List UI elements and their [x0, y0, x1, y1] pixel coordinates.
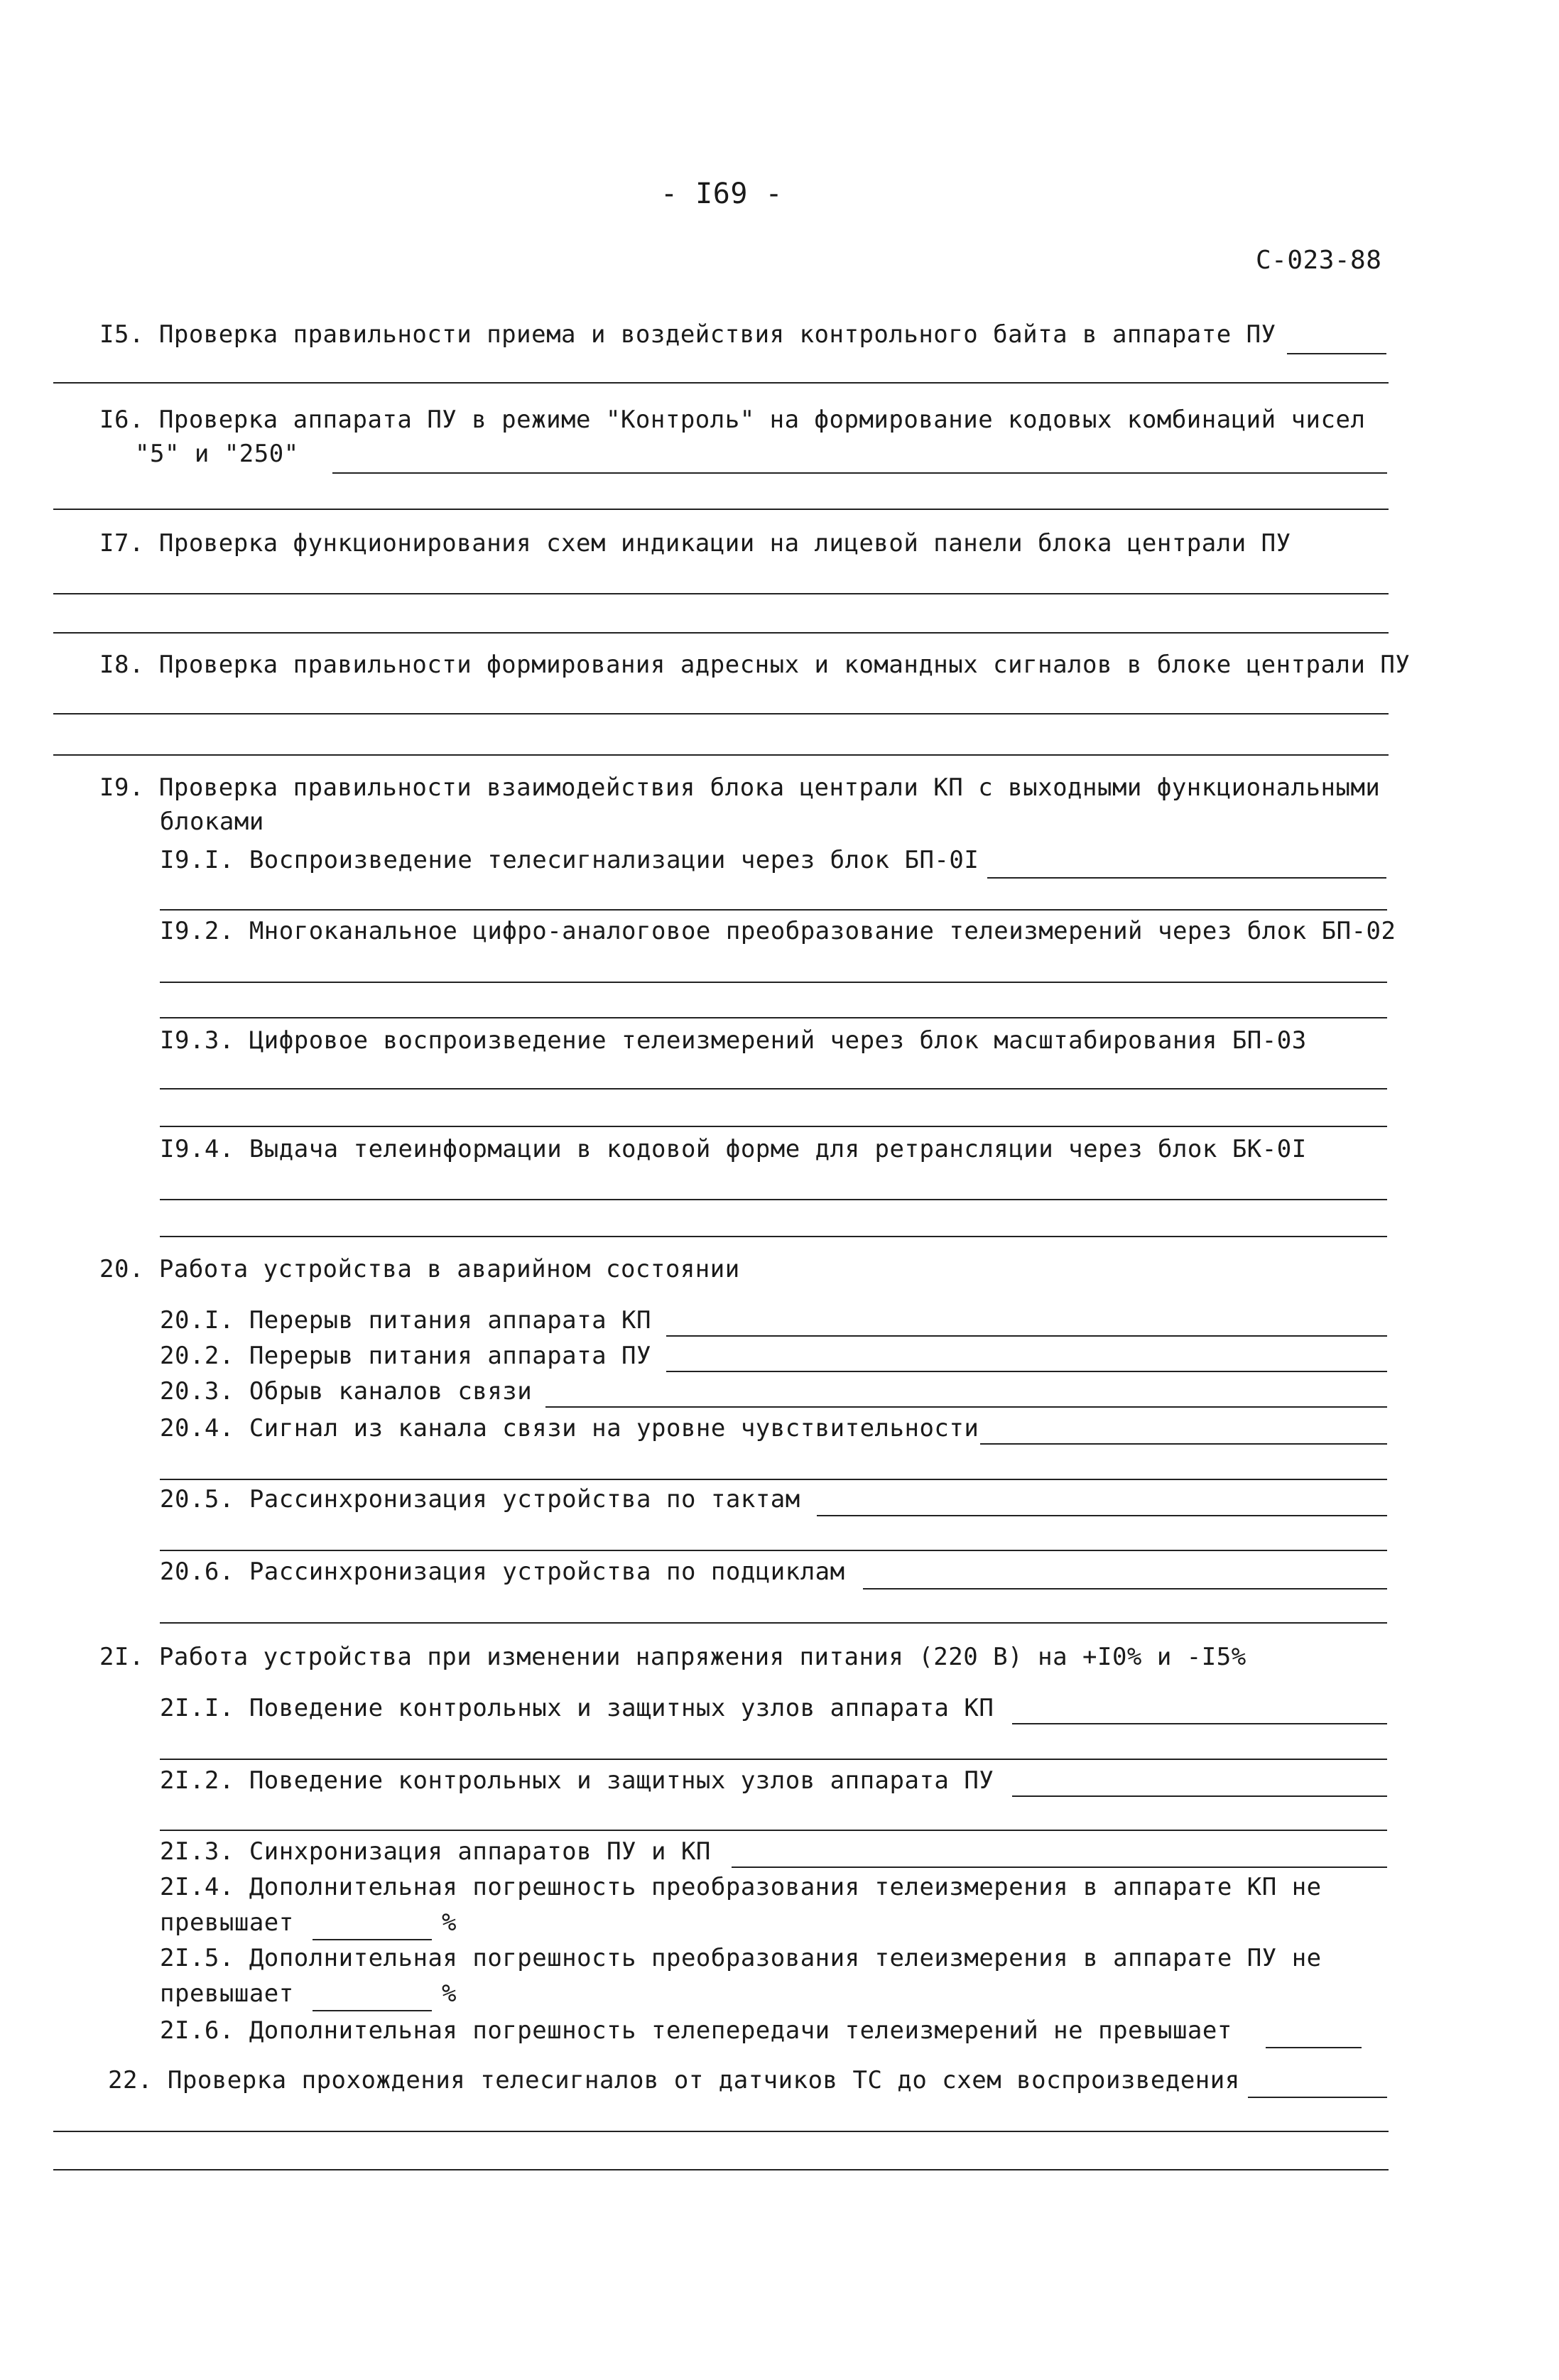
- item-20: 20. Работа устройства в аварийном состоянии: [99, 1255, 740, 1283]
- item-15: I5. Проверка правильности приема и воздействия контрольного байта в аппарате ПУ: [99, 320, 1276, 349]
- separator-line: [53, 754, 1389, 756]
- separator-line: [53, 509, 1389, 510]
- answer-blank: [1287, 353, 1386, 354]
- answer-blank: [666, 1335, 1387, 1337]
- item-20-3: 20.3. Обрыв каналов связи: [160, 1377, 533, 1406]
- item-22: 22. Проверка прохождения телесигналов от датчиков ТС до схем воспроизведения: [108, 2066, 1240, 2094]
- answer-blank: [987, 877, 1386, 879]
- item-19-continuation: блоками: [160, 808, 264, 836]
- item-19-2: I9.2. Многоканальное цифро-аналоговое преобразование телеизмерений через блок БП-02: [160, 917, 1396, 945]
- item-21-4: 2I.4. Дополнительная погрешность преобразования телеизмерения в аппарате КП не: [160, 1873, 1322, 1901]
- item-19-1: I9.I. Воспроизведение телесигнализации через блок БП-0I: [160, 846, 979, 874]
- item-21-2: 2I.2. Поведение контрольных и защитных узлов аппарата ПУ: [160, 1766, 994, 1795]
- answer-line: [160, 1126, 1387, 1127]
- item-19: I9. Проверка правильности взаимодействия блока централи КП с выходными функциональными: [99, 773, 1381, 802]
- document-code: С-023-88: [1256, 246, 1382, 275]
- answer-line: [53, 2169, 1389, 2170]
- separator-line: [53, 632, 1389, 634]
- answer-blank: [313, 1939, 432, 1940]
- answer-line: [53, 2131, 1389, 2132]
- item-20-1: 20.I. Перерыв питания аппарата КП: [160, 1306, 652, 1335]
- separator-line: [53, 382, 1389, 384]
- item-20-5: 20.5. Рассинхронизация устройства по тактам: [160, 1485, 800, 1514]
- item-21-1: 2I.I. Поведение контрольных и защитных узлов аппарата КП: [160, 1694, 994, 1722]
- item-21-6: 2I.6. Дополнительная погрешность телепередачи телеизмерений не превышает: [160, 2016, 1232, 2045]
- item-21-3: 2I.3. Синхронизация аппаратов ПУ и КП: [160, 1837, 711, 1866]
- answer-blank: [1012, 1723, 1387, 1724]
- item-21-5-continuation: превышает: [160, 1979, 294, 2008]
- item-20-2: 20.2. Перерыв питания аппарата ПУ: [160, 1342, 652, 1370]
- answer-blank: [666, 1371, 1387, 1372]
- answer-line: [160, 1622, 1387, 1624]
- answer-blank: [1012, 1795, 1387, 1797]
- item-19-3: I9.3. Цифровое воспроизведение телеизмерений через блок масштабирования БП-03: [160, 1026, 1307, 1055]
- answer-blank: [332, 472, 1387, 474]
- item-20-4: 20.4. Сигнал из канала связи на уровне чувствительности: [160, 1414, 979, 1442]
- answer-blank: [1248, 2097, 1387, 2098]
- answer-blank: [545, 1406, 1387, 1408]
- item-18: I8. Проверка правильности формирования адресных и командных сигналов в блоке централи ПУ: [99, 651, 1411, 679]
- page-number: - I69 -: [661, 178, 783, 210]
- answer-line: [53, 713, 1389, 714]
- item-16: I6. Проверка аппарата ПУ в режиме "Контроль" на формирование кодовых комбинаций чисел: [99, 406, 1366, 434]
- percent-sign: %: [442, 1979, 457, 2008]
- answer-line: [160, 1550, 1387, 1551]
- item-21: 2I. Работа устройства при изменении напряжения питания (220 В) на +I0% и -I5%: [99, 1643, 1246, 1671]
- answer-line: [160, 1088, 1387, 1090]
- answer-line: [160, 1759, 1387, 1760]
- answer-line: [53, 593, 1389, 594]
- answer-line: [160, 1017, 1387, 1018]
- answer-line: [160, 1830, 1387, 1831]
- item-19-4: I9.4. Выдача телеинформации в кодовой форме для ретрансляции через блок БК-0I: [160, 1135, 1307, 1163]
- answer-line: [160, 909, 1387, 911]
- item-16-continuation: "5" и "250": [135, 440, 299, 468]
- answer-line: [160, 982, 1387, 983]
- answer-blank: [313, 2010, 432, 2011]
- percent-sign: %: [442, 1908, 457, 1937]
- answer-blank: [817, 1515, 1387, 1516]
- answer-line: [160, 1199, 1387, 1200]
- answer-blank: [1266, 2047, 1362, 2048]
- item-17: I7. Проверка функционирования схем индикации на лицевой панели блока централи ПУ: [99, 529, 1291, 558]
- answer-blank: [732, 1866, 1387, 1868]
- answer-line: [160, 1236, 1387, 1237]
- item-20-6: 20.6. Рассинхронизация устройства по подциклам: [160, 1558, 845, 1586]
- answer-line: [160, 1479, 1387, 1480]
- answer-blank: [863, 1588, 1387, 1590]
- item-21-5: 2I.5. Дополнительная погрешность преобразования телеизмерения в аппарате ПУ не: [160, 1944, 1322, 1972]
- item-21-4-continuation: превышает: [160, 1908, 294, 1937]
- answer-blank: [980, 1443, 1387, 1445]
